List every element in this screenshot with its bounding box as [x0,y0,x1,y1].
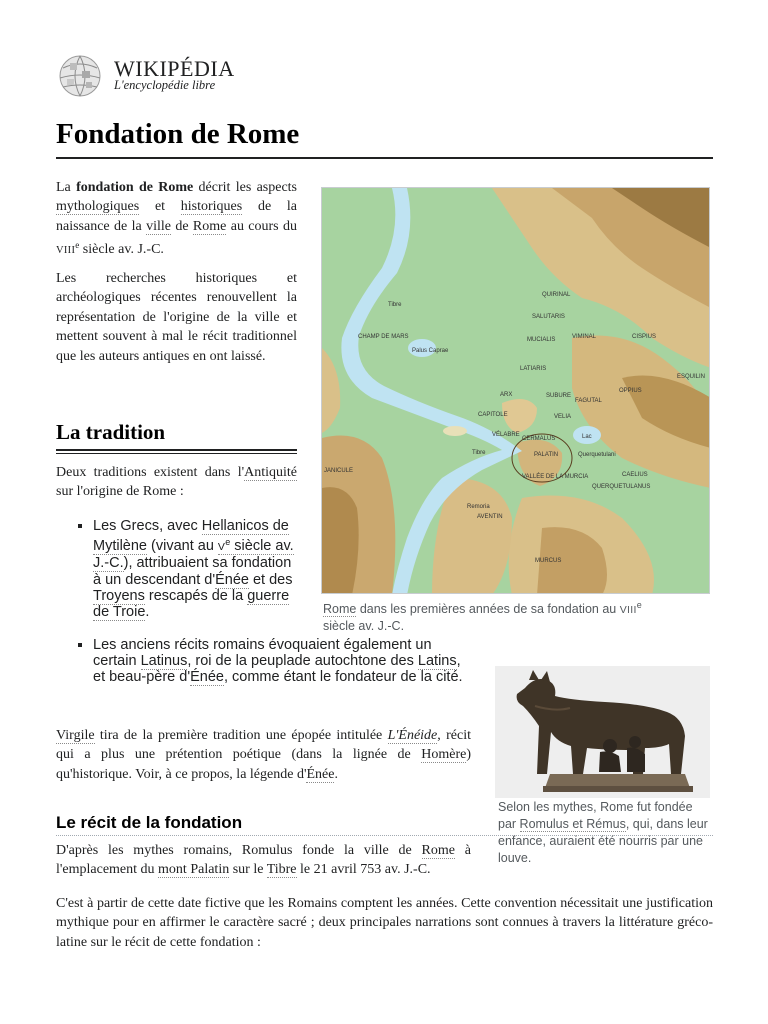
map-label-tibre: Tibre [388,302,402,308]
map-label-tibre: Tibre [472,450,486,456]
text: dans les premières années de sa fondation au [356,602,620,616]
text: rescapés de la [144,587,248,604]
text: Deux traditions existent dans l' [56,465,245,480]
text: et [139,199,181,215]
map-label-champ-de-mars: CHAMP DE MARS [358,334,409,340]
link-mont-palatin[interactable]: mont Palatin [158,862,230,878]
map-label-viminal: VIMINAL [572,334,597,340]
map-label-oppius: OPPIUS [619,388,642,394]
link-enee[interactable]: Énée [215,571,249,588]
text: , roi de la peuplade autochtone des [187,653,418,670]
link-enee[interactable]: Énée [306,766,335,782]
text: ) qu'historique. Voir, à ce propos, la légende d' [56,747,471,782]
text: siècle av. J.-C. [323,619,405,633]
wikipedia-globe-icon[interactable] [55,54,105,98]
text: de [170,218,193,234]
map-label-palatin: PALATIN [534,452,559,458]
century-numeral: VIII [56,245,76,257]
text: (vivant au [147,538,218,555]
text: Les anciens récits romains évoquaient également un certain [93,637,432,670]
tradition-list-continued [76,637,466,686]
text: Selon les mythes, Rome fut fondée par [498,800,693,831]
text: , récit qui a plus une prétention poétique (dans la lignée de [56,728,472,763]
link-guerre-de-troie[interactable]: guerre de Troie [93,587,290,621]
map-label-salutaris: SALUTARIS [532,314,565,320]
map-label-cermalus: CERMALUS [522,436,556,442]
superscript: e [75,240,80,251]
map-label-mucialis: MUCIALIS [527,337,556,343]
link-mythologiques[interactable]: mythologiques [56,199,140,215]
map-of-early-rome[interactable] [321,187,710,594]
map-label-velabre: VÉLABRE [492,432,520,438]
text: au cours du [226,218,297,234]
text: de la naissance de la [56,199,297,234]
map-label-vallee: VALLÉE DE LA MURCIA [522,474,589,480]
wikipedia-wordmark[interactable]: WIKIPÉDIA [114,56,235,81]
link-eneide[interactable]: L'Énéide [387,728,438,743]
text: sur l'origine de Rome : [56,484,184,500]
title-divider [56,157,713,159]
text: à l'emplacement du [56,843,471,878]
caption-link-romulus-remus[interactable]: Romulus et Rémus [519,817,626,831]
link-virgile[interactable]: Virgile [56,728,95,743]
text: , comme étant le fondateur de la cité. [223,669,463,686]
map-label-cispius: CISPIUS [632,334,657,340]
list-item [76,637,466,686]
link-antiquite[interactable]: Antiquité [244,465,297,480]
text: . [145,604,150,621]
page-title: Fondation de Rome [56,118,300,150]
section-divider [56,453,297,454]
map-label-aventin: AVENTIN [477,514,503,520]
tradition-list [76,518,302,620]
map-label-latiaris: LATIARIS [520,366,547,372]
wolf-caption [498,799,713,867]
recit-paragraph-1 [56,841,471,880]
text: siècle av. J.-C. [93,538,294,572]
map-label-quirinal: QUIRINAL [542,292,571,298]
text: . [334,766,338,782]
map-label-janicule: JANICULE [324,468,354,474]
link-ville[interactable]: ville [146,218,171,234]
wikipedia-tagline: L'encyclopédie libre [114,78,216,92]
superscript: e [636,600,642,610]
map-label-remoria: Remoria [467,504,490,510]
text: Les Grecs, avec [93,518,202,534]
intro-paragraph-2: Les recherches historiques et archéologiques récentes renouvellent la représentation de l'origine de la ville et mettent souvent à mal le récit traditionnel que les auteurs antiques en ont laissé. [56,271,297,364]
map-label-murcus: MURCUS [535,558,562,564]
text: La [56,180,77,195]
text: tira de la première tradition une épopée intitulée [94,728,388,743]
section-heading-tradition: La tradition [56,420,166,444]
section-heading-recit: Le récit de la fondation [56,813,243,832]
map-label-palus: Palus Caprae [412,348,449,354]
capitoline-wolf-image[interactable] [495,666,710,798]
recit-paragraph-2: C'est à partir de cette date fictive que les Romains comptent les années. Cette convention nécessitait une justification mythique pour en affirmer le caractère sacré ; deux principales narrations sont connues à travers la littérature gréco-latine sur le récit de cette fondation : [56,896,713,950]
link-hellanicos[interactable]: Hellanicos de Mytilène [93,518,289,555]
text: sur le [229,862,267,878]
link-rome[interactable]: Rome [421,843,455,858]
tradition-paragraph [56,463,297,502]
century-numeral: VIII [619,604,637,616]
map-label-lac: Lac [582,434,592,440]
map-label-fagutal: FAGUTAL [575,398,602,404]
link-homere[interactable]: Homère [421,747,467,763]
list-item [76,518,302,620]
link-tibre[interactable]: Tibre [266,862,297,878]
link-enee[interactable]: Énée [190,669,224,686]
map-label-esquilin: ESQUILIN [677,374,706,380]
map-label-arx: ARX [500,392,513,398]
intro-paragraph-1 [56,178,297,261]
text: et des [248,571,293,588]
text: , qui, dans leur enfance, auraient été nourris par une louve. [498,817,708,865]
century-numeral: V [217,541,226,554]
text: D'après les mythes romains, Romulus fonde la ville de [56,843,422,858]
text: , et beau-père d' [93,653,461,686]
bold-term: fondation de Rome [76,180,194,195]
map-label-subure: SUBURE [546,393,572,399]
eneide-paragraph [56,726,471,784]
text: le 21 avril 753 av. J.-C. [296,862,431,878]
map-label-querquetulanus: QUERQUETULANUS [592,484,651,490]
text: ), attribuaient sa fondation à un descendant d' [93,555,292,588]
map-label-capitole: CAPITOLE [478,412,508,418]
superscript: e [225,537,231,548]
section-divider [56,449,297,451]
link-rome[interactable]: Rome [192,218,227,234]
text: siècle av. J.-C. [79,242,164,258]
map-label-velia: VELIA [554,414,572,420]
map-label-caelius: CAELIUS [622,472,648,478]
map-label-querquetulani: Querquetulani [578,452,616,458]
link-troyens[interactable]: Troyens [93,587,145,604]
text: décrit les aspects [193,180,298,195]
caption-link-rome[interactable]: Rome [323,602,357,616]
map-caption [323,597,653,634]
link-latins[interactable]: Latins [417,653,457,670]
link-historiques[interactable]: historiques [180,199,243,215]
link-latinus[interactable]: Latinus [140,653,188,670]
